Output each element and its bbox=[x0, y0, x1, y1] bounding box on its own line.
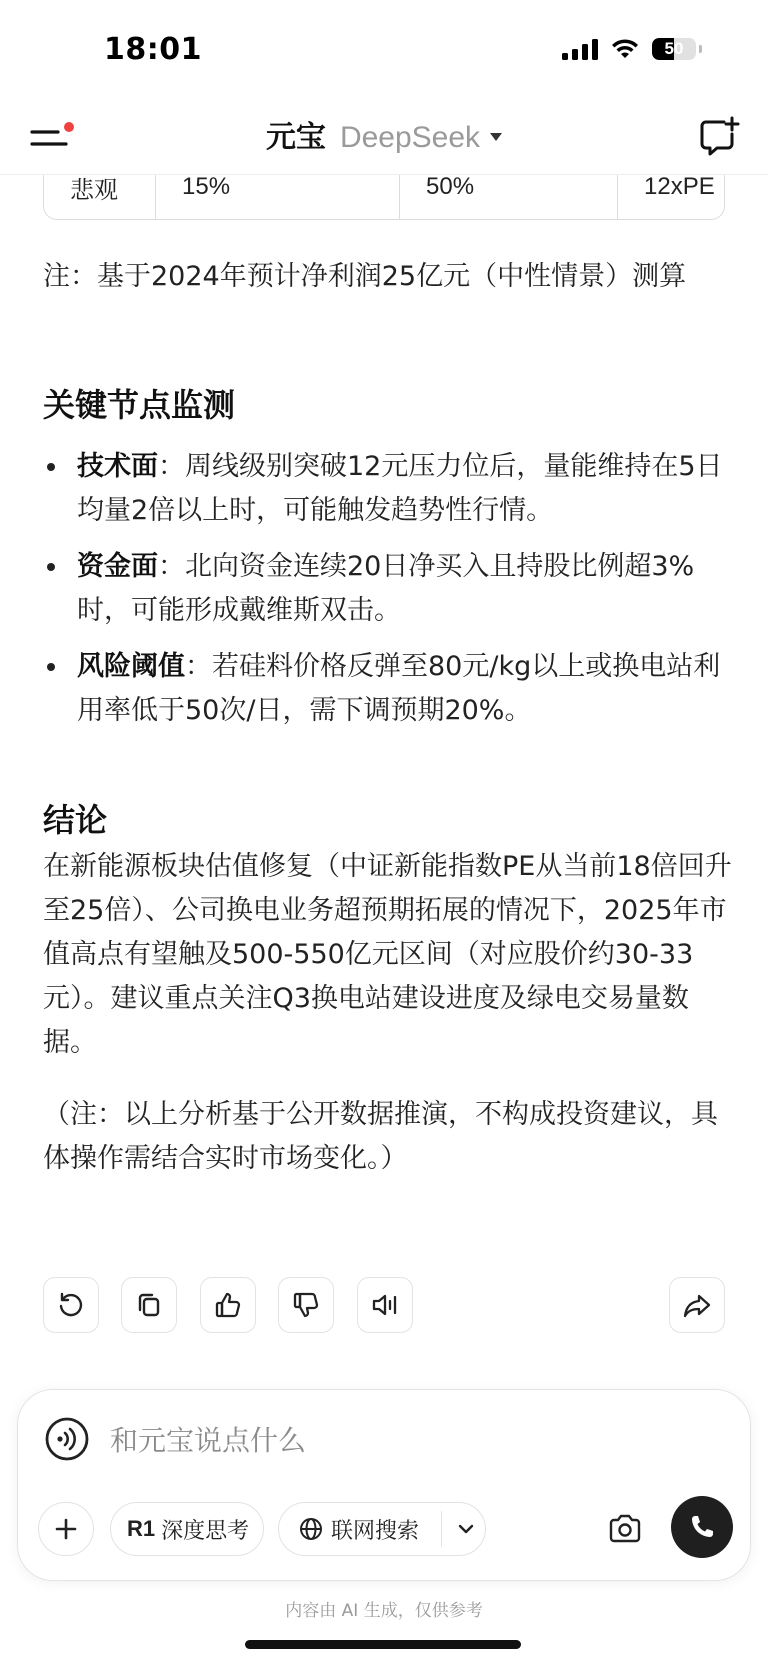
status-bar bbox=[0, 0, 768, 100]
thumbs-down-icon bbox=[291, 1290, 321, 1320]
thumbs-up-icon bbox=[213, 1290, 243, 1320]
pill-divider bbox=[441, 1511, 442, 1547]
list-item-label: 技术面 bbox=[77, 451, 158, 482]
camera-icon bbox=[607, 1513, 643, 1545]
list-item bbox=[43, 645, 733, 733]
copy-button[interactable] bbox=[121, 1277, 177, 1333]
deep-think-toggle[interactable] bbox=[110, 1502, 264, 1556]
conclusion-paragraph: 在新能源板块估值修复（中证新能指数PE从当前18倍回升至25倍）、公司换电业务超预期拓展的情况下，2025年市值高点有望触及500-550亿元区间（对应股价约30-33元）。建议重点关注Q3换电站建设进度及绿电交易量数据。 bbox=[43, 851, 732, 1058]
web-search-toggle[interactable] bbox=[278, 1502, 486, 1556]
battery-icon bbox=[652, 38, 696, 60]
voice-call-button[interactable] bbox=[671, 1496, 733, 1558]
copy-icon bbox=[134, 1290, 164, 1320]
list-item bbox=[43, 445, 733, 533]
plus-icon bbox=[54, 1517, 78, 1541]
speaker-icon bbox=[370, 1290, 400, 1320]
cellular-signal-icon bbox=[562, 38, 598, 60]
voice-input-icon bbox=[44, 1416, 90, 1462]
composer bbox=[17, 1389, 751, 1581]
chat-content[interactable] bbox=[0, 175, 768, 1375]
ai-disclaimer: 内容由 AI 生成，仅供参考 bbox=[285, 1601, 483, 1621]
thumbs-down-button[interactable] bbox=[278, 1277, 334, 1333]
table-cell: 15% bbox=[156, 175, 400, 219]
list-item-label: 资金面 bbox=[77, 551, 158, 582]
camera-button[interactable] bbox=[598, 1502, 652, 1556]
list-item-text: ：周线级别突破12元压力位后，量能维持在5日均量2倍以上时，可能触发趋势性行情。 bbox=[77, 451, 723, 526]
deep-think-prefix: R1 bbox=[127, 1516, 156, 1541]
table-row bbox=[43, 175, 725, 220]
regenerate-button[interactable] bbox=[43, 1277, 99, 1333]
section-title-conclusion: 结论 bbox=[43, 801, 108, 839]
status-time: 18:01 bbox=[104, 32, 202, 67]
monitor-list bbox=[43, 445, 733, 745]
thumbs-up-button[interactable] bbox=[200, 1277, 256, 1333]
message-actions bbox=[43, 1277, 725, 1333]
message-input[interactable] bbox=[108, 1414, 612, 1466]
list-item-label: 风险阈值 bbox=[77, 651, 185, 682]
battery-level: 50 bbox=[664, 39, 684, 58]
table-note: 注：基于2024年预计净利润25亿元（中性情景）测算 bbox=[43, 261, 687, 292]
wifi-icon bbox=[610, 38, 640, 60]
deep-think-label: 深度思考 bbox=[161, 1518, 250, 1544]
new-chat-button[interactable] bbox=[696, 114, 742, 160]
phone-icon bbox=[687, 1512, 717, 1542]
table-cell-scenario: 悲观 bbox=[44, 175, 156, 219]
list-item bbox=[43, 545, 733, 633]
battery-cap bbox=[699, 45, 702, 53]
table-cell: 50% bbox=[400, 175, 618, 219]
list-item-text: ：若硅料价格反弹至80元/kg以上或换电站利用率低于50次/日，需下调预期20%。 bbox=[77, 651, 721, 726]
new-chat-icon bbox=[696, 114, 742, 160]
home-indicator[interactable] bbox=[245, 1640, 521, 1649]
attach-button[interactable] bbox=[38, 1502, 94, 1556]
share-icon bbox=[682, 1290, 712, 1320]
voice-input-button[interactable] bbox=[44, 1416, 90, 1462]
caret-down-icon bbox=[490, 133, 502, 141]
section-title-monitor: 关键节点监测 bbox=[43, 386, 236, 424]
model-switcher[interactable] bbox=[0, 118, 768, 158]
app-name: 元宝 bbox=[265, 120, 326, 155]
list-item-text: ：北向资金连续20日净买入且持股比例超3%时，可能形成戴维斯双击。 bbox=[77, 551, 695, 626]
read-aloud-button[interactable] bbox=[357, 1277, 413, 1333]
share-button[interactable] bbox=[669, 1277, 725, 1333]
chevron-down-icon[interactable] bbox=[455, 1517, 477, 1541]
status-icons bbox=[562, 38, 702, 60]
web-search-label: 联网搜索 bbox=[331, 1518, 420, 1544]
disclaimer-text: （注：以上分析基于公开数据推演，不构成投资建议，具体操作需结合实时市场变化。） bbox=[43, 1099, 718, 1174]
globe-icon bbox=[299, 1517, 323, 1541]
nav-bar bbox=[0, 100, 768, 175]
regenerate-icon bbox=[56, 1290, 86, 1320]
table-cell: 12xPE bbox=[644, 175, 715, 200]
model-name: DeepSeek bbox=[339, 121, 481, 154]
